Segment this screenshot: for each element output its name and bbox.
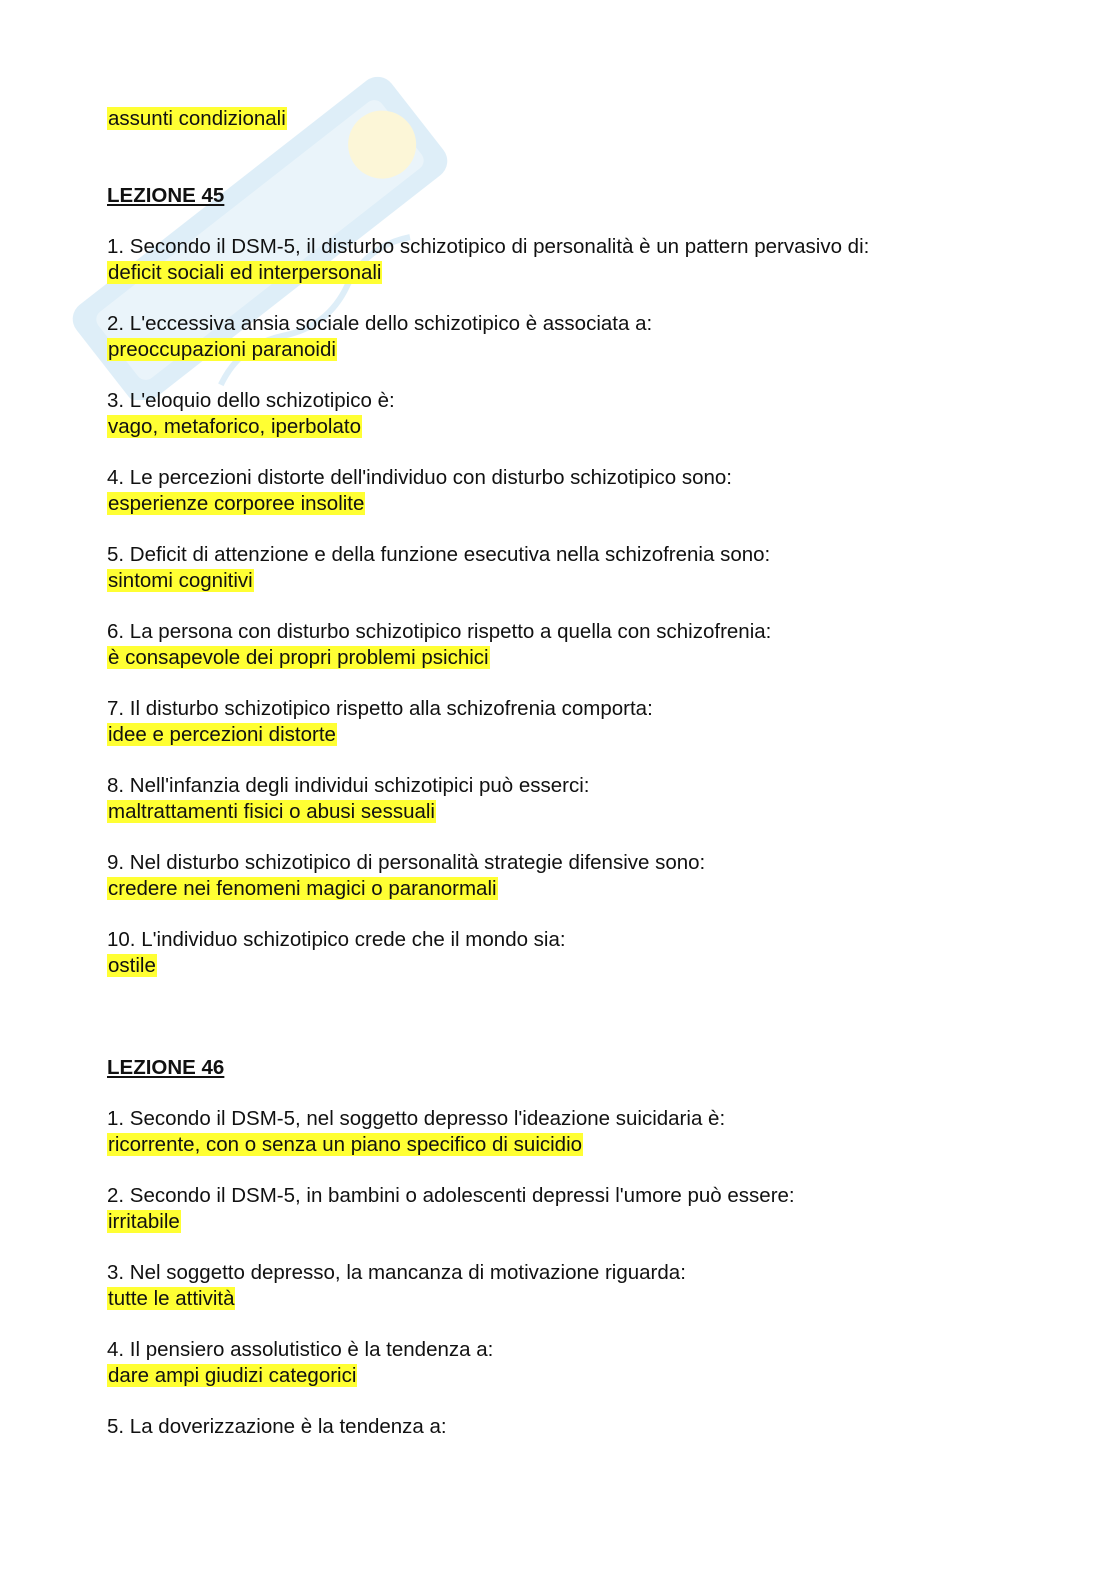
highlighted-answer: è consapevole dei propri problemi psichici [108,646,489,669]
qa-item [107,1260,1007,1312]
question-text: 4. Il pensiero assolutistico è la tendenza a: [107,1338,494,1361]
highlighted-answer: idee e percezioni distorte [108,723,336,746]
qa-item [107,542,1007,594]
section-title: LEZIONE 45 [107,184,225,207]
question-text: 2. Secondo il DSM-5, in bambini o adolescenti depressi l'umore può essere: [107,1184,795,1207]
qa-item [107,1106,1007,1158]
qa-item [107,850,1007,902]
section-title: LEZIONE 46 [107,1056,225,1079]
qa-item [107,927,1007,979]
section-lezione-46 [107,1055,1007,1440]
question-text: 6. La persona con disturbo schizotipico rispetto a quella con schizofrenia: [107,620,772,643]
qa-item [107,465,1007,517]
intro-answer-line [107,106,1007,132]
question-text: 5. Deficit di attenzione e della funzione esecutiva nella schizofrenia sono: [107,543,771,566]
question-text: 4. Le percezioni distorte dell'individuo con disturbo schizotipico sono: [107,466,732,489]
highlighted-answer: maltrattamenti fisici o abusi sessuali [108,800,435,823]
highlighted-answer: esperienze corporee insolite [108,492,365,515]
section-lezione-45 [107,183,1007,979]
highlighted-answer: ostile [108,954,156,977]
highlighted-answer: ricorrente, con o senza un piano specifico di suicidio [108,1133,583,1156]
qa-item [107,1414,1007,1440]
highlighted-answer: dare ampi giudizi categorici [108,1364,357,1387]
document-body [107,106,1007,1465]
highlighted-answer: credere nei fenomeni magici o paranormali [108,877,497,900]
question-text: 5. La doverizzazione è la tendenza a: [107,1415,447,1438]
highlighted-answer: tutte le attività [108,1287,235,1310]
question-text: 3. Nel soggetto depresso, la mancanza di motivazione riguarda: [107,1261,686,1284]
highlighted-answer: preoccupazioni paranoidi [108,338,336,361]
question-text: 1. Secondo il DSM-5, nel soggetto depresso l'ideazione suicidaria è: [107,1107,726,1130]
qa-item [107,311,1007,363]
question-text: 3. L'eloquio dello schizotipico è: [107,389,395,412]
highlighted-answer: irritabile [108,1210,180,1233]
question-text: 1. Secondo il DSM-5, il disturbo schizotipico di personalità è un pattern pervasivo di: [107,235,870,258]
question-text: 9. Nel disturbo schizotipico di personalità strategie difensive sono: [107,851,706,874]
highlighted-answer: vago, metaforico, iperbolato [108,415,361,438]
question-text: 10. L'individuo schizotipico crede che il mondo sia: [107,928,566,951]
highlighted-answer: deficit sociali ed interpersonali [108,261,382,284]
question-text: 8. Nell'infanzia degli individui schizotipici può esserci: [107,774,590,797]
qa-item [107,1183,1007,1235]
highlighted-answer: sintomi cognitivi [108,569,253,592]
qa-item [107,1337,1007,1389]
question-text: 7. Il disturbo schizotipico rispetto alla schizofrenia comporta: [107,697,653,720]
highlighted-answer: assunti condizionali [108,107,286,130]
qa-item [107,234,1007,286]
qa-item [107,696,1007,748]
qa-item [107,388,1007,440]
qa-item [107,619,1007,671]
qa-item [107,773,1007,825]
question-text: 2. L'eccessiva ansia sociale dello schizotipico è associata a: [107,312,653,335]
